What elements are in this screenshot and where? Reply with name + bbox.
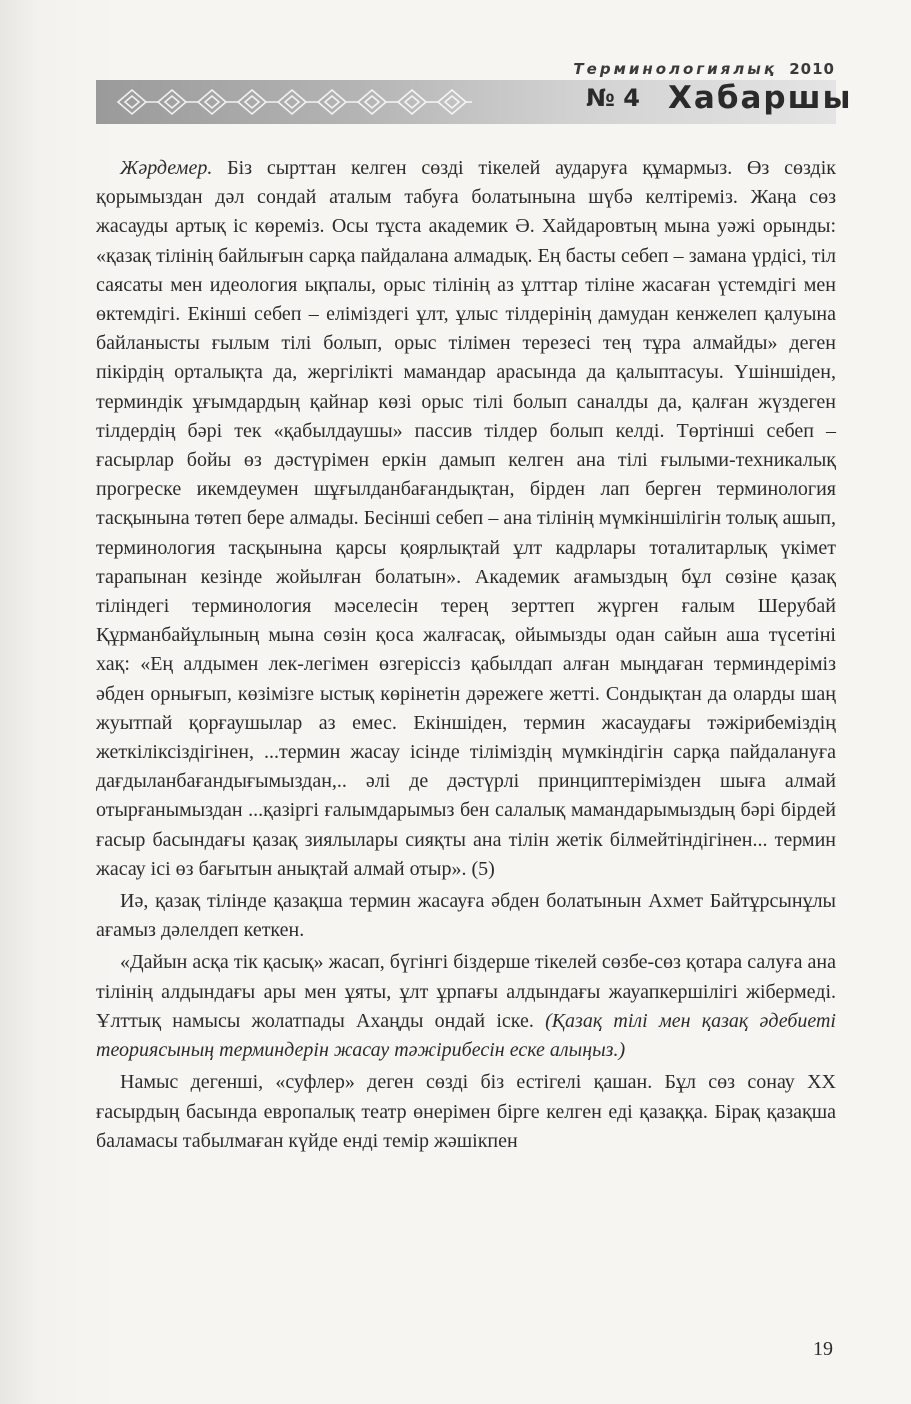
ornament-motif <box>358 90 398 114</box>
series-title: Терминологиялық <box>573 60 778 78</box>
paragraph-3-tail: (Қазақ тілі мен қазақ әдебиеті теориясының терминдерін жасау тәжірибесін еске алыңыз.) <box>96 1009 836 1062</box>
page-number: 19 <box>813 1338 833 1360</box>
paragraph-1-lead: Жәрдемер. <box>120 157 213 179</box>
article-body <box>96 154 836 1156</box>
ornament-pattern <box>112 86 472 118</box>
ornament-motif <box>398 90 438 114</box>
ornament-motif <box>438 90 472 114</box>
ornament-motif <box>158 90 198 114</box>
paragraph-4: Намыс дегенші, «суфлер» деген сөзді біз естігелі қашан. Бұл сөз сонау XX ғасырдың басында европалық театр өнерімен бірге келген еді қазаққа. Бірақ қазақша баламасы табылмаған күйде енді темір жәшікпен <box>96 1071 836 1152</box>
ornament-motif <box>198 90 238 114</box>
paragraph-2: Иә, қазақ тілінде қазақша термин жасауға әбден болатынын Ахмет Байтұрсынұлы ағамыз дәлелдеп кеткен. <box>96 890 836 942</box>
paragraph-3-text: «Дайын асқа тік қасық» жасап, бүгінгі біздерше тікелей сөзбе-сөз қотара салуға ана тілінің алдындағы ары мен ұяты, ұлт ұрпағы алдындағы жауапкершілігі жібермеді. Ұлттық намысы жолатпады Ахаңды ондай іске. <box>96 951 836 1032</box>
ornament-motif <box>318 90 358 114</box>
ornament-motif <box>118 90 158 114</box>
journal-title: Хабаршы <box>668 80 853 116</box>
paragraph-1 <box>96 154 836 884</box>
ornament-motif <box>238 90 278 114</box>
issue-number: № 4 <box>586 84 640 112</box>
paragraph-3 <box>96 948 836 1065</box>
paragraph-1-text: Біз сырттан келген сөзді тікелей аударуға құмармыз. Өз сөздік қорымыздан дәл сондай аталым табуға болатынына шүбә келтіреміз. Жаңа сөз жасауды артық іс көреміз. Осы тұста академик Ә. Хайдаровтың мына уәжі орынды: «қазақ тілінің байлығын сарқа пайдалана алмадық. Ең басты себеп – замана үрдісі, тіл саясаты мен идеология ықпалы, орыс тілінің аз ұлттар тіліне жасаған үстемдігі мен өктемдігі. Екінші себеп – еліміздегі ұлт, ұлыс тілдерінің дамудан кенжелеп қалуына байланысты ғылым тілі болып, орыс тілімен терезесі тең тұра алмайды» деген пікірдің орталықта да, жергілікті мамандар арасында да қалыптасуы. Үшіншіден, терминдік ұғымдардың қайнар көзі орыс тілі болып саналды да, қалған жүздеген тілдердің бәрі тек «қабылдаушы» пассив тілдер болып келді. Төртінші себеп – ғасырлар бойы өз дәстүрімен еркін дамып келген ана тілі ғылыми-техникалық прогреске икемдеумен шұғылданбағандықтан, бірден лап берген терминология тасқынына төтеп бере алмады. Бесінші себеп – ана тілінің мүмкіншілігін толық ашып, терминология тасқынына қарсы қоярлықтай ұлт кадрлары тоталитарлық үкімет тарапынан кезінде жойылған болатын». Академик ағамыздың бұл сөзіне қазақ тіліндегі терминология мәселесін терең зерттеп жүрген ғалым Шерубай Құрманбайұлының мына сөзін қоса жалғасақ, ойымызды одан сайын аша түсетіні хақ: «Ең алдымен лек-легімен өзгеріссіз қабылдап алған мыңдаған терминдеріміз әбден орнығып, көзімізге ыстық көрінетін дәрежеге жетті. Сондықтан да оларды шаң жуытпай қорғаушылар аз емес. Екіншіден, термин жасаудағы тәжірибеміздің жеткіліксіздігінен, ...термин жасау ісінде тіліміздің мүмкіндігін сарқа пайдалануға дағдыланбағандығымыздан,.. әлі де дәстүрлі принциптерімізден шыға алмай отырғанымыздан ...қазіргі ғалымдарымыз бен салалық мамандарымыздың бәрі бірдей ғасыр басындағы қазақ зиялылары сияқты ана тілін жетік білмейтіндігінен... термин жасау ісі өз бағытын анықтай алмай отыр». (5) <box>96 157 836 880</box>
masthead-series <box>573 60 835 78</box>
series-year: 2010 <box>789 60 835 78</box>
ornament-motif <box>278 90 318 114</box>
